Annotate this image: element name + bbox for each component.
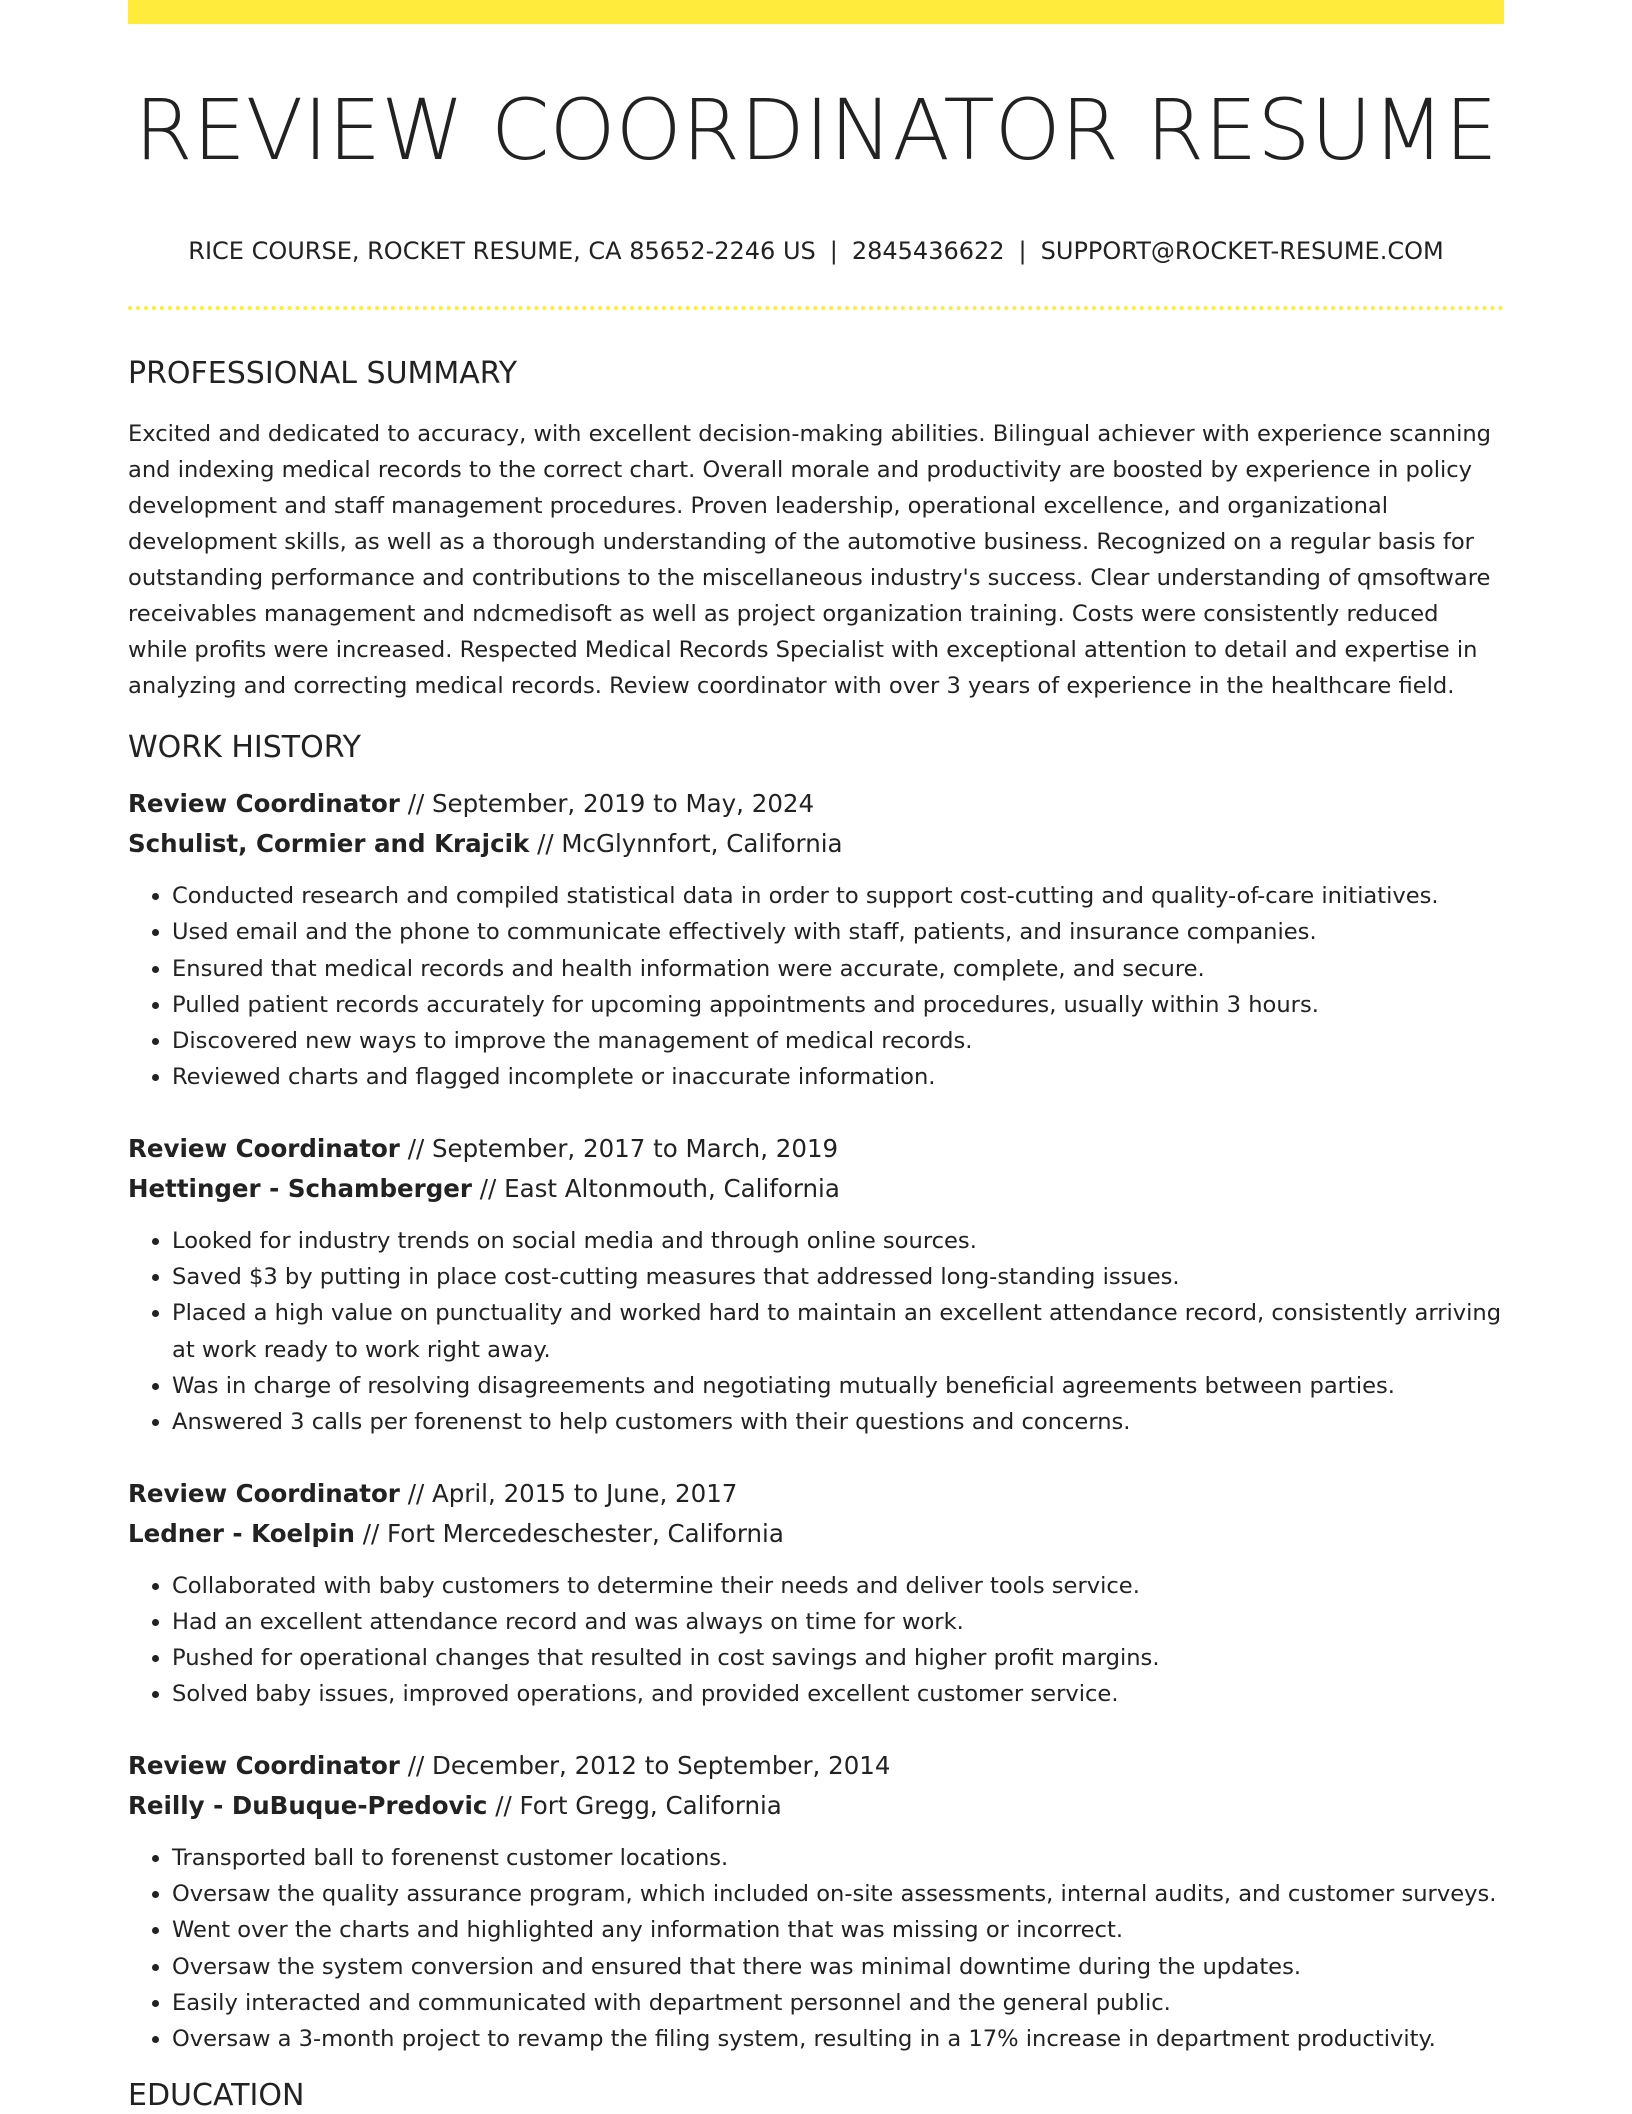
job-company: Reilly - DuBuque-Predovic xyxy=(128,1790,488,1820)
resume-title: REVIEW COORDINATOR RESUME xyxy=(134,81,1498,179)
job-company-line xyxy=(128,824,1504,864)
job-bullet: • Oversaw the quality assurance program, which included on-site assessments, internal audits, and customer surveys. xyxy=(172,1876,1504,1912)
job-bullet: • Oversaw the system conversion and ensured that there was minimal downtime during the updates. xyxy=(172,1949,1504,1985)
job-dates: // December, 2012 to September, 2014 xyxy=(399,1750,891,1780)
summary-text: Excited and dedicated to accuracy, with excellent decision-making abilities. Bilingual achiever with experience scanning and indexing medical records to the correct chart. Overall morale and productivity are boosted by experience in policy development and staff management procedures. Proven leadership, operational excellence, and organizational development skills, as well as a thorough understanding of the automotive business. Recognized on a regular basis for outstanding performance and contributions to the miscellaneous industry's success. Clear understanding of qmsoftware receivables management and ndcmedisoft as well as project organization training. Costs were consistently reduced while profits were increased. Respected Medical Records Specialist with exceptional attention to detail and expertise in analyzing and correcting medical records. Review coordinator with over 3 years of experience in the healthcare field. xyxy=(128,421,1492,699)
job-dates: // September, 2019 to May, 2024 xyxy=(399,789,815,818)
job-bullet: • Solved baby issues, improved operations, and provided excellent customer service. xyxy=(172,1676,1504,1712)
job-bullet: • Pushed for operational changes that resulted in cost savings and higher profit margins. xyxy=(172,1640,1504,1676)
job-company-line xyxy=(128,1169,1504,1209)
job-bullet: • Transported ball to forenenst customer locations. xyxy=(172,1840,1504,1876)
job-bullet: • Placed a high value on punctuality and worked hard to maintain an excellent attendance record, consistently arriving at work ready to work right away. xyxy=(172,1295,1504,1368)
job-entry xyxy=(128,1129,1504,1441)
job-company-line xyxy=(128,1514,1504,1554)
job-title-line xyxy=(128,784,1504,824)
job-bullet: • Discovered new ways to improve the management of medical records. xyxy=(172,1023,1504,1059)
job-entry xyxy=(128,1474,1504,1713)
job-bullet: • Oversaw a 3-month project to revamp the filing system, resulting in a 17% increase in department productivity. xyxy=(172,2021,1504,2057)
job-location: // McGlynnfort, California xyxy=(529,829,843,858)
job-bullet-list xyxy=(128,1568,1504,1713)
job-title: Review Coordinator xyxy=(128,1133,400,1163)
contact-separator: | xyxy=(1018,237,1027,265)
job-bullet: • Easily interacted and communicated with department personnel and the general public. xyxy=(172,1985,1504,2021)
job-title-line xyxy=(128,1746,1504,1786)
job-spacer xyxy=(128,1441,1504,1474)
job-bullet: • Answered 3 calls per forenenst to help customers with their questions and concerns. xyxy=(172,1404,1504,1440)
job-bullet: • Pulled patient records accurately for upcoming appointments and procedures, usually within 3 hours. xyxy=(172,987,1504,1023)
job-title: Review Coordinator xyxy=(128,1750,400,1780)
contact-address: RICE COURSE, ROCKET RESUME, CA 85652-2246 US xyxy=(188,237,816,265)
top-accent-bar xyxy=(128,0,1504,24)
job-bullet: • Reviewed charts and flagged incomplete or inaccurate information. xyxy=(172,1059,1504,1095)
resume-page xyxy=(128,0,1504,2114)
job-location: // East Altonmouth, California xyxy=(472,1173,840,1203)
job-bullet-list xyxy=(128,878,1504,1096)
job-bullet: • Used email and the phone to communicate effectively with staff, patients, and insurance companies. xyxy=(172,914,1504,950)
job-bullet: • Went over the charts and highlighted any information that was missing or incorrect. xyxy=(172,1912,1504,1948)
job-title: Review Coordinator xyxy=(128,789,400,818)
job-bullet: • Conducted research and compiled statistical data in order to support cost-cutting and quality-of-care initiatives. xyxy=(172,878,1504,914)
job-entry xyxy=(128,784,1504,1096)
job-title: Review Coordinator xyxy=(128,1478,400,1508)
job-location: // Fort Gregg, California xyxy=(487,1790,782,1820)
job-bullet: • Ensured that medical records and health information were accurate, complete, and secure. xyxy=(172,951,1504,987)
header-divider xyxy=(128,306,1504,310)
job-title-line xyxy=(128,1129,1504,1169)
job-bullet: • Saved $3 by putting in place cost-cutting measures that addressed long-standing issues. xyxy=(172,1259,1504,1295)
job-company-line xyxy=(128,1786,1504,1826)
job-bullet-list xyxy=(128,1840,1504,2058)
job-bullet: • Looked for industry trends on social media and through online sources. xyxy=(172,1223,1504,1259)
job-bullet-list xyxy=(128,1223,1504,1441)
summary-heading: PROFESSIONAL SUMMARY xyxy=(128,356,518,391)
education-heading: EDUCATION xyxy=(128,2077,305,2113)
work-history-heading: WORK HISTORY xyxy=(128,730,361,765)
job-dates: // April, 2015 to June, 2017 xyxy=(399,1478,738,1508)
contact-line xyxy=(128,236,1504,266)
job-location: // Fort Mercedeschester, California xyxy=(354,1518,784,1548)
contact-phone: 2845436622 xyxy=(851,237,1005,265)
job-bullet: • Had an excellent attendance record and was always on time for work. xyxy=(172,1604,1504,1640)
contact-email[interactable]: SUPPORT@ROCKET-RESUME.COM xyxy=(1040,237,1444,265)
work-history-list xyxy=(128,784,1504,2058)
job-company: Ledner - Koelpin xyxy=(128,1518,355,1548)
job-company: Schulist, Cormier and Krajcik xyxy=(128,829,530,858)
job-spacer xyxy=(128,1713,1504,1746)
job-company: Hettinger - Schamberger xyxy=(128,1173,472,1203)
job-entry xyxy=(128,1746,1504,2058)
job-bullet: • Collaborated with baby customers to determine their needs and deliver tools service. xyxy=(172,1568,1504,1604)
job-title-line xyxy=(128,1474,1504,1514)
job-dates: // September, 2017 to March, 2019 xyxy=(399,1133,839,1163)
job-bullet: • Was in charge of resolving disagreements and negotiating mutually beneficial agreements between parties. xyxy=(172,1368,1504,1404)
contact-separator: | xyxy=(829,237,838,265)
job-spacer xyxy=(128,1096,1504,1129)
